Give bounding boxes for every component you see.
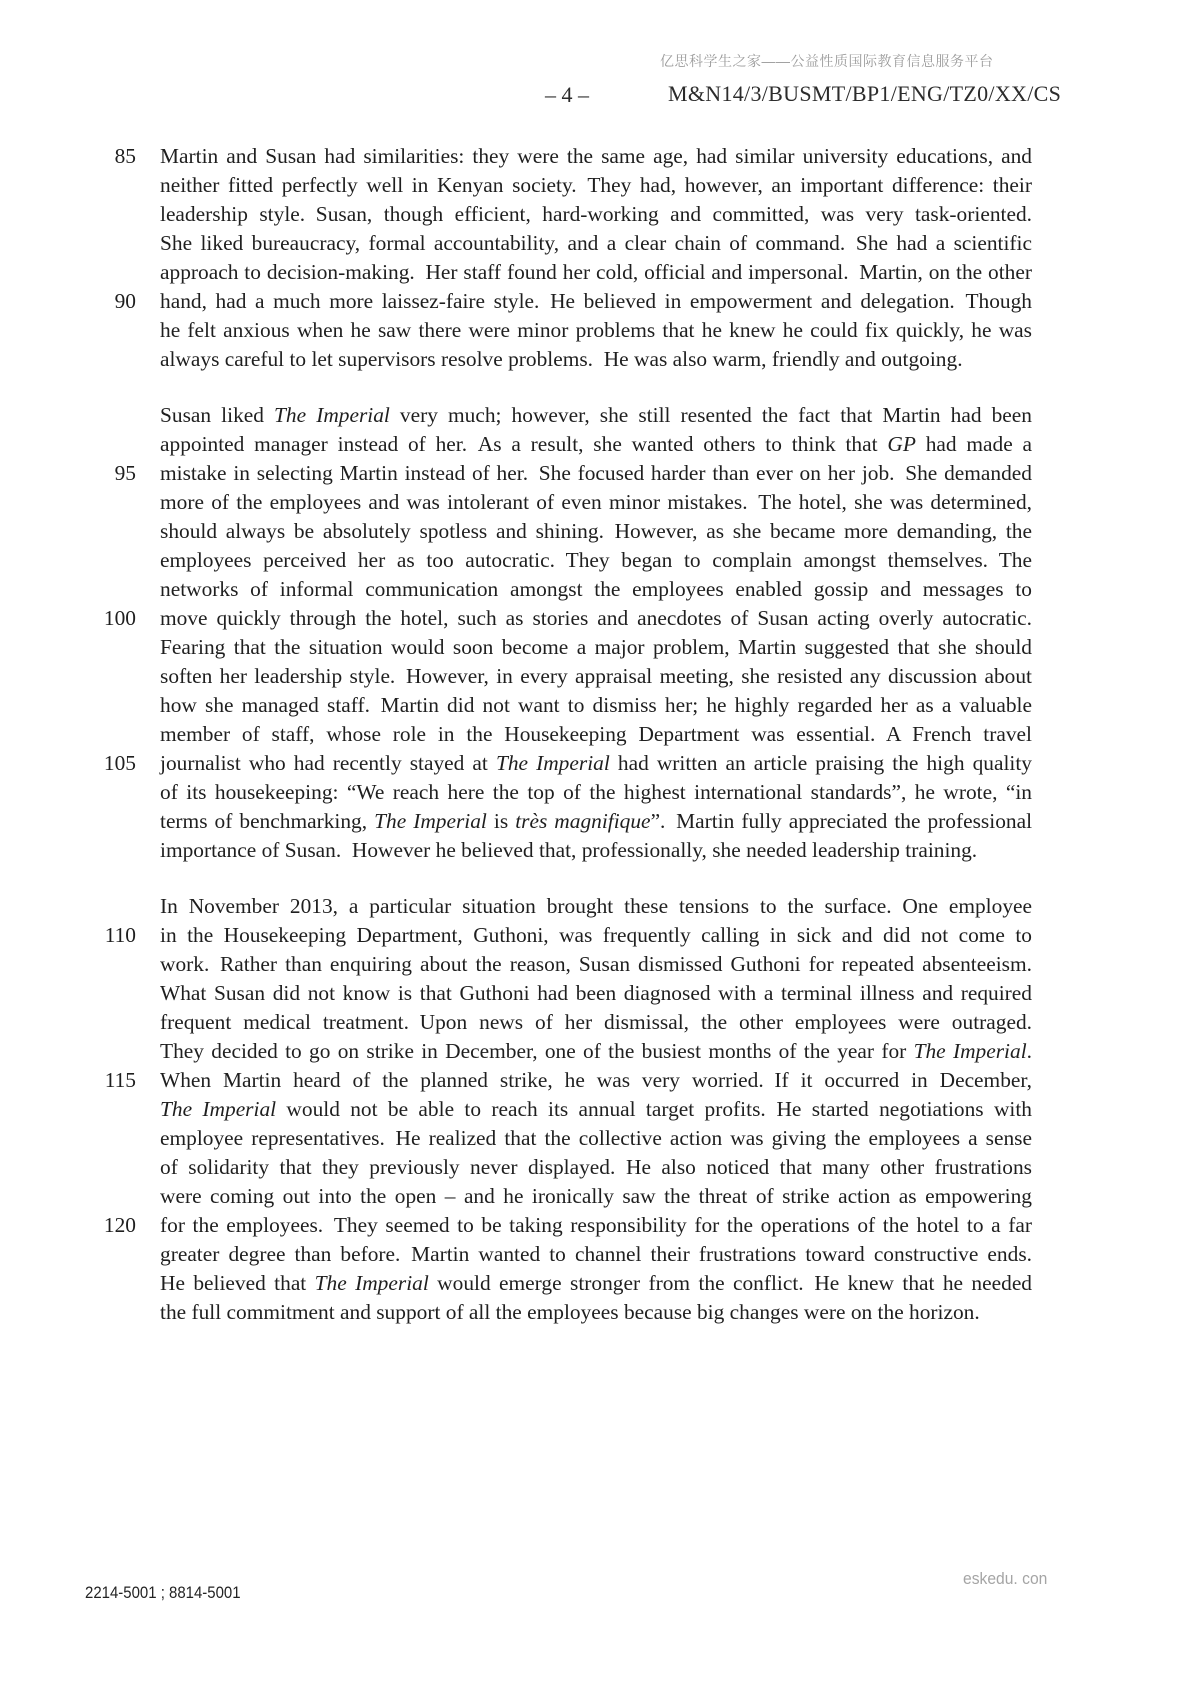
line-text: terms of benchmarking, The Imperial is très magnifique”. Martin fully appreciated the professional — [160, 809, 1033, 833]
text-line — [60, 229, 1060, 258]
italic-text: The Imperial — [374, 809, 487, 833]
footer-exam-codes: 2214-5001 ; 8814-5001 — [85, 1583, 241, 1602]
line-number — [60, 258, 136, 287]
text-line — [60, 1269, 1060, 1298]
line-text: When Martin heard of the planned strike, he was very worried. If it occurred in December, — [160, 1068, 1032, 1092]
line-number — [60, 1008, 136, 1037]
text-line — [60, 1153, 1060, 1182]
line-text: greater degree than before. Martin wanted to channel their frustrations toward constructive ends. — [160, 1242, 1032, 1266]
line-number: 105 — [103, 751, 136, 775]
text-line — [60, 979, 1060, 1008]
line-number: 85 — [114, 144, 136, 168]
text-line — [60, 171, 1060, 200]
line-text: appointed manager instead of her. As a result, she wanted others to think that GP had made a — [160, 432, 1032, 456]
page-number: – 4 – — [545, 82, 589, 107]
line-text: were coming out into the open – and he ironically saw the threat of strike action as empowering — [160, 1184, 1032, 1208]
line-number — [60, 1240, 136, 1269]
line-text: more of the employees and was intolerant of even minor mistakes. The hotel, she was determined, — [160, 490, 1032, 514]
text-line — [60, 316, 1060, 345]
line-text: should always be absolutely spotless and shining. However, as she became more demanding, the — [160, 519, 1032, 543]
line-text: in the Housekeeping Department, Guthoni, was frequently calling in sick and did not come to — [160, 923, 1032, 947]
line-number — [60, 345, 136, 374]
paragraph — [60, 142, 1060, 374]
line-text: In November 2013, a particular situation brought these tensions to the surface. One employee — [160, 894, 1032, 918]
line-number — [60, 430, 136, 459]
line-text: he felt anxious when he saw there were minor problems that he knew he could fix quickly, he was — [160, 318, 1032, 342]
line-text: soften her leadership style. However, in every appraisal meeting, she resisted any discussion about — [160, 664, 1032, 688]
line-text: hand, had a much more laissez-faire style. He believed in empowerment and delegation. Though — [160, 289, 1032, 313]
text-line — [60, 604, 1060, 633]
line-text: neither fitted perfectly well in Kenyan society. They had, however, an important difference: their — [160, 173, 1032, 197]
line-number — [60, 950, 136, 979]
text-line — [60, 287, 1060, 316]
text-line — [60, 807, 1060, 836]
line-text: employee representatives. He realized that the collective action was giving the employees a sense — [160, 1126, 1032, 1150]
line-text: mistake in selecting Martin instead of her. She focused harder than ever on her job. She demanded — [160, 461, 1032, 485]
line-text: employees perceived her as too autocratic. They began to complain amongst themselves. The — [160, 548, 1032, 572]
line-number — [60, 401, 136, 430]
text-line — [60, 1095, 1060, 1124]
italic-text: The Imperial — [274, 403, 390, 427]
text-line — [60, 345, 1060, 374]
text-line — [60, 1211, 1060, 1240]
line-number — [60, 200, 136, 229]
text-line — [60, 459, 1060, 488]
text-line — [60, 892, 1060, 921]
text-line — [60, 1298, 1060, 1327]
line-number — [60, 1037, 136, 1066]
line-number — [60, 1095, 136, 1124]
line-number — [60, 836, 136, 865]
text-line — [60, 1240, 1060, 1269]
text-line — [60, 1182, 1060, 1211]
line-number — [60, 1182, 136, 1211]
line-number: 100 — [103, 606, 136, 630]
line-number: 95 — [114, 461, 136, 485]
line-number — [60, 892, 136, 921]
line-number — [60, 778, 136, 807]
line-text: the full commitment and support of all the employees because big changes were on the horizon. — [160, 1300, 980, 1324]
line-text: Martin and Susan had similarities: they were the same age, had similar university educations, and — [160, 144, 1032, 168]
text-line — [60, 720, 1060, 749]
italic-text: GP — [887, 432, 916, 456]
line-number: 110 — [104, 923, 136, 947]
italic-text: The Imperial — [160, 1097, 277, 1121]
text-line — [60, 836, 1060, 865]
line-number — [60, 229, 136, 258]
line-number — [60, 807, 136, 836]
line-number: 120 — [103, 1213, 136, 1237]
text-line — [60, 921, 1060, 950]
exam-paper-code: M&N14/3/BUSMT/BP1/ENG/TZ0/XX/CS — [668, 81, 1062, 106]
text-line — [60, 1008, 1060, 1037]
paragraph — [60, 401, 1060, 865]
line-text: What Susan did not know is that Guthoni had been diagnosed with a terminal illness and required — [160, 981, 1032, 1005]
text-line — [60, 1124, 1060, 1153]
text-line — [60, 778, 1060, 807]
line-text: He believed that The Imperial would emerge stronger from the conflict. He knew that he needed — [160, 1271, 1033, 1295]
document-body — [60, 142, 1060, 1327]
line-text: for the employees. They seemed to be taking responsibility for the operations of the hotel to a far — [160, 1213, 1032, 1237]
line-text: journalist who had recently stayed at The Imperial had written an article praising the high quality — [160, 751, 1032, 775]
line-number — [60, 691, 136, 720]
line-text: Fearing that the situation would soon become a major problem, Martin suggested that she should — [160, 635, 1032, 659]
line-number — [60, 720, 136, 749]
italic-text: The Imperial — [314, 1271, 429, 1295]
line-text: frequent medical treatment. Upon news of her dismissal, the other employees were outraged. — [160, 1010, 1032, 1034]
line-number — [60, 662, 136, 691]
line-number — [60, 517, 136, 546]
line-text: The Imperial would not be able to reach its annual target profits. He started negotiations with — [160, 1097, 1032, 1121]
line-text: of its housekeeping: “We reach here the top of the highest international standards”, he wrote, “in — [160, 780, 1032, 804]
line-number — [60, 171, 136, 200]
line-number — [60, 546, 136, 575]
italic-text: The Imperial — [495, 751, 610, 775]
line-text: leadership style. Susan, though efficient, hard-working and committed, was very task-oriented. — [160, 202, 1032, 226]
line-text: move quickly through the hotel, such as stories and anecdotes of Susan acting overly autocratic. — [160, 606, 1032, 630]
text-line — [60, 691, 1060, 720]
footer-watermark: eskedu. con — [963, 1569, 1048, 1588]
line-text: member of staff, whose role in the Housekeeping Department was essential. A French travel — [160, 722, 1032, 746]
text-line — [60, 1037, 1060, 1066]
line-number — [60, 979, 136, 1008]
line-text: networks of informal communication amongst the employees enabled gossip and messages to — [160, 577, 1032, 601]
text-line — [60, 517, 1060, 546]
text-line — [60, 633, 1060, 662]
line-number: 90 — [114, 289, 136, 313]
line-number — [60, 488, 136, 517]
text-line — [60, 200, 1060, 229]
line-number: 115 — [104, 1068, 136, 1092]
italic-text: très magnifique — [515, 809, 651, 833]
line-number — [60, 575, 136, 604]
text-line — [60, 575, 1060, 604]
text-line — [60, 749, 1060, 778]
text-line — [60, 1066, 1060, 1095]
text-line — [60, 546, 1060, 575]
text-line — [60, 950, 1060, 979]
text-line — [60, 401, 1060, 430]
text-line — [60, 430, 1060, 459]
text-line — [60, 662, 1060, 691]
line-text: importance of Susan. However he believed that, professionally, she needed leadership training. — [160, 838, 978, 862]
text-line — [60, 142, 1060, 171]
line-number — [60, 633, 136, 662]
line-text: work. Rather than enquiring about the reason, Susan dismissed Guthoni for repeated absenteeism. — [160, 952, 1032, 976]
text-line — [60, 258, 1060, 287]
line-text: always careful to let supervisors resolve problems. He was also warm, friendly and outgoing. — [160, 347, 963, 371]
line-text: She liked bureaucracy, formal accountability, and a clear chain of command. She had a scientific — [160, 231, 1032, 255]
line-text: of solidarity that they previously never displayed. He also noticed that many other frustrations — [160, 1155, 1032, 1179]
line-text: approach to decision-making. Her staff found her cold, official and impersonal. Martin, on the other — [160, 260, 1032, 284]
line-number — [60, 316, 136, 345]
line-text: They decided to go on strike in December, one of the busiest months of the year for The Imperial. — [160, 1039, 1032, 1063]
text-line — [60, 488, 1060, 517]
paragraph — [60, 892, 1060, 1327]
line-text: Susan liked The Imperial very much; however, she still resented the fact that Martin had been — [160, 403, 1032, 427]
line-text: how she managed staff. Martin did not want to dismiss her; he highly regarded her as a valuable — [160, 693, 1032, 717]
italic-text: The Imperial — [913, 1039, 1027, 1063]
line-number — [60, 1298, 136, 1327]
line-number — [60, 1153, 136, 1182]
line-number — [60, 1124, 136, 1153]
line-number — [60, 1269, 136, 1298]
chinese-watermark: 亿思科学生之家——公益性质国际教育信息服务平台 — [660, 53, 994, 69]
